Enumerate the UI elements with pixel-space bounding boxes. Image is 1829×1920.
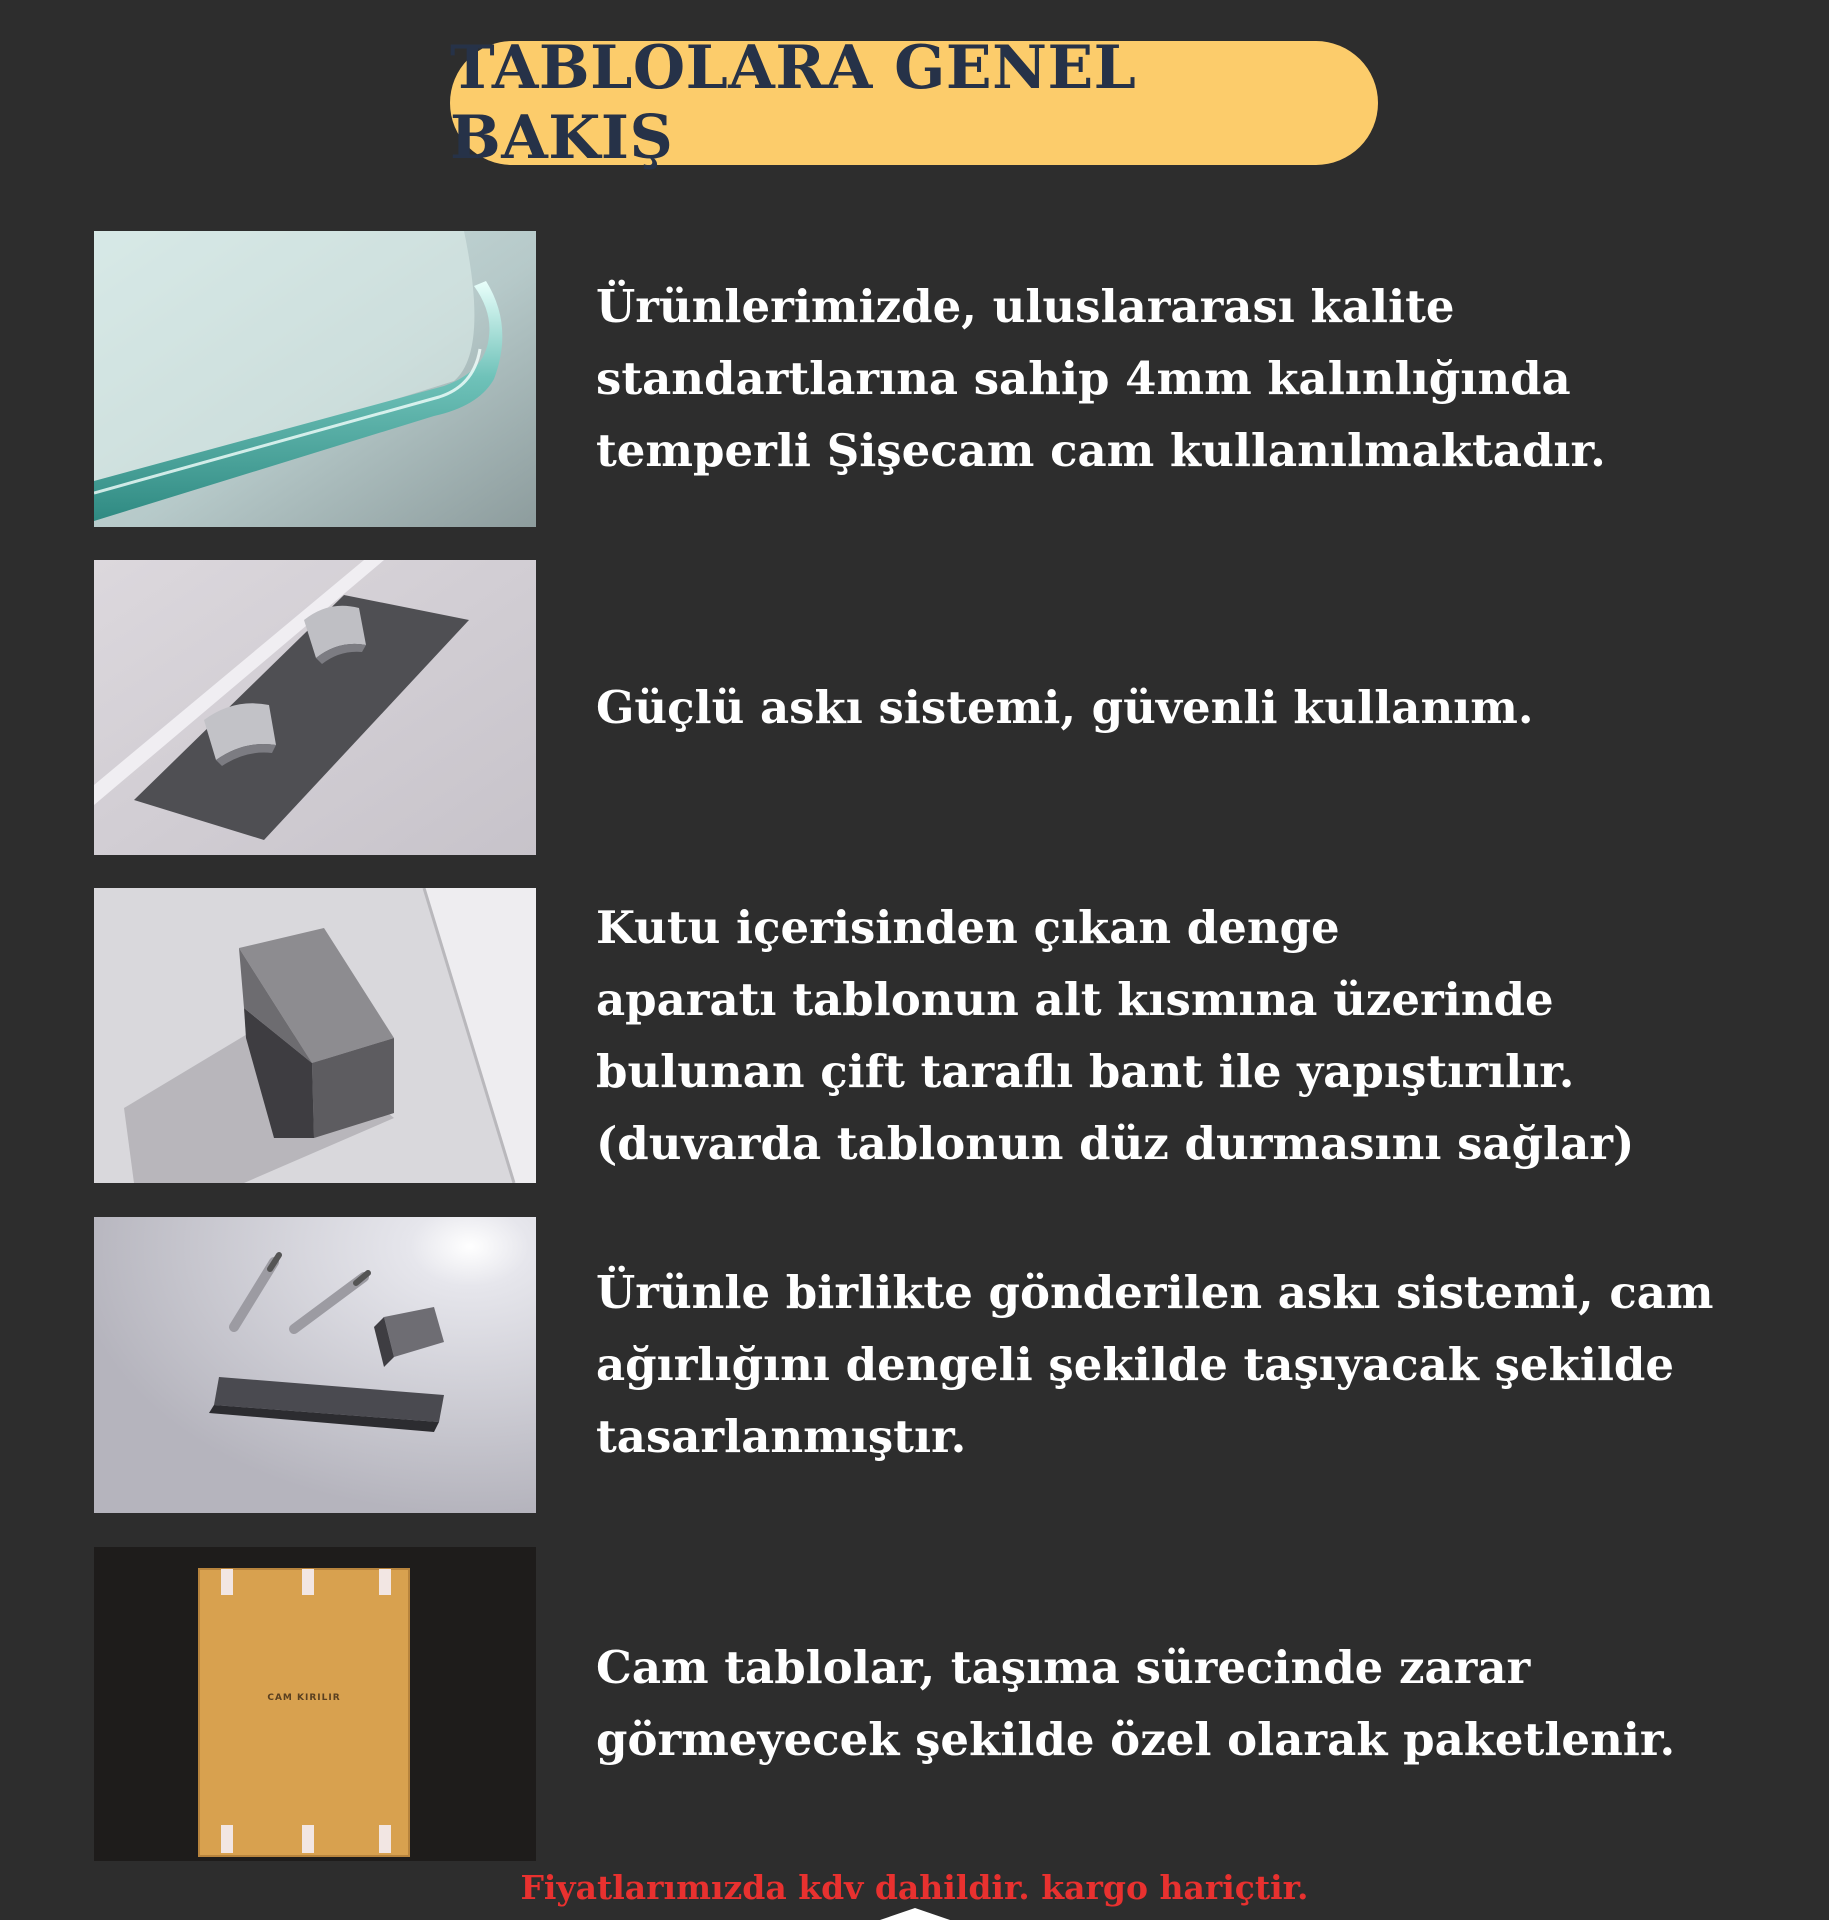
feature-line: Ürünle birlikte gönderilen askı sistemi, cam (596, 1266, 1714, 1319)
feature-line: temperli Şişecam cam kullanılmaktadır. (596, 424, 1606, 477)
feature-line: görmeyecek şekilde özel olarak paketlenir. (596, 1713, 1676, 1766)
feature-text-mounting-kit (596, 1217, 1789, 1513)
feature-line: Kutu içerisinden çıkan denge (596, 900, 1340, 954)
packaging-box-photo (94, 1547, 536, 1861)
feature-line: Ürünlerimizde, uluslararası kalite (596, 280, 1455, 333)
feature-text-packaging (596, 1547, 1789, 1861)
feature-text-hanging-system (596, 560, 1789, 855)
feature-line: standartlarına sahip 4mm kalınlığında (596, 352, 1571, 405)
title-banner (450, 33, 1378, 173)
box-label: CAM KIRILIR (267, 1693, 341, 1703)
feature-line: (duvarda tablonun düz durmasını sağlar) (596, 1116, 1635, 1170)
feature-line: bulunan çift taraflı bant ile yapıştırılır. (596, 1044, 1575, 1098)
feature-line: ağırlığını dengeli şekilde taşıyacak şekilde (596, 1338, 1675, 1391)
feature-line: Güçlü askı sistemi, güvenli kullanım. (596, 680, 1534, 734)
feature-line: tasarlanmıştır. (596, 1410, 967, 1463)
balance-pad-photo (94, 888, 536, 1183)
hanging-bracket-photo (94, 560, 536, 855)
feature-line: aparatı tablonun alt kısmına üzerinde (596, 972, 1554, 1026)
page-title: TABLOLARA GENEL BAKIŞ (450, 33, 1137, 173)
feature-text-tempered-glass (596, 231, 1789, 527)
feature-line: Cam tablolar, taşıma sürecinde zarar (596, 1641, 1531, 1694)
tempered-glass-edge-photo (94, 231, 536, 527)
price-note: Fiyatlarımızda kdv dahildir. kargo hariçtir. (520, 1868, 1309, 1907)
mounting-kit-photo (94, 1217, 536, 1513)
chevron-up-icon (880, 1906, 950, 1920)
feature-text-balance-pad (596, 888, 1789, 1183)
